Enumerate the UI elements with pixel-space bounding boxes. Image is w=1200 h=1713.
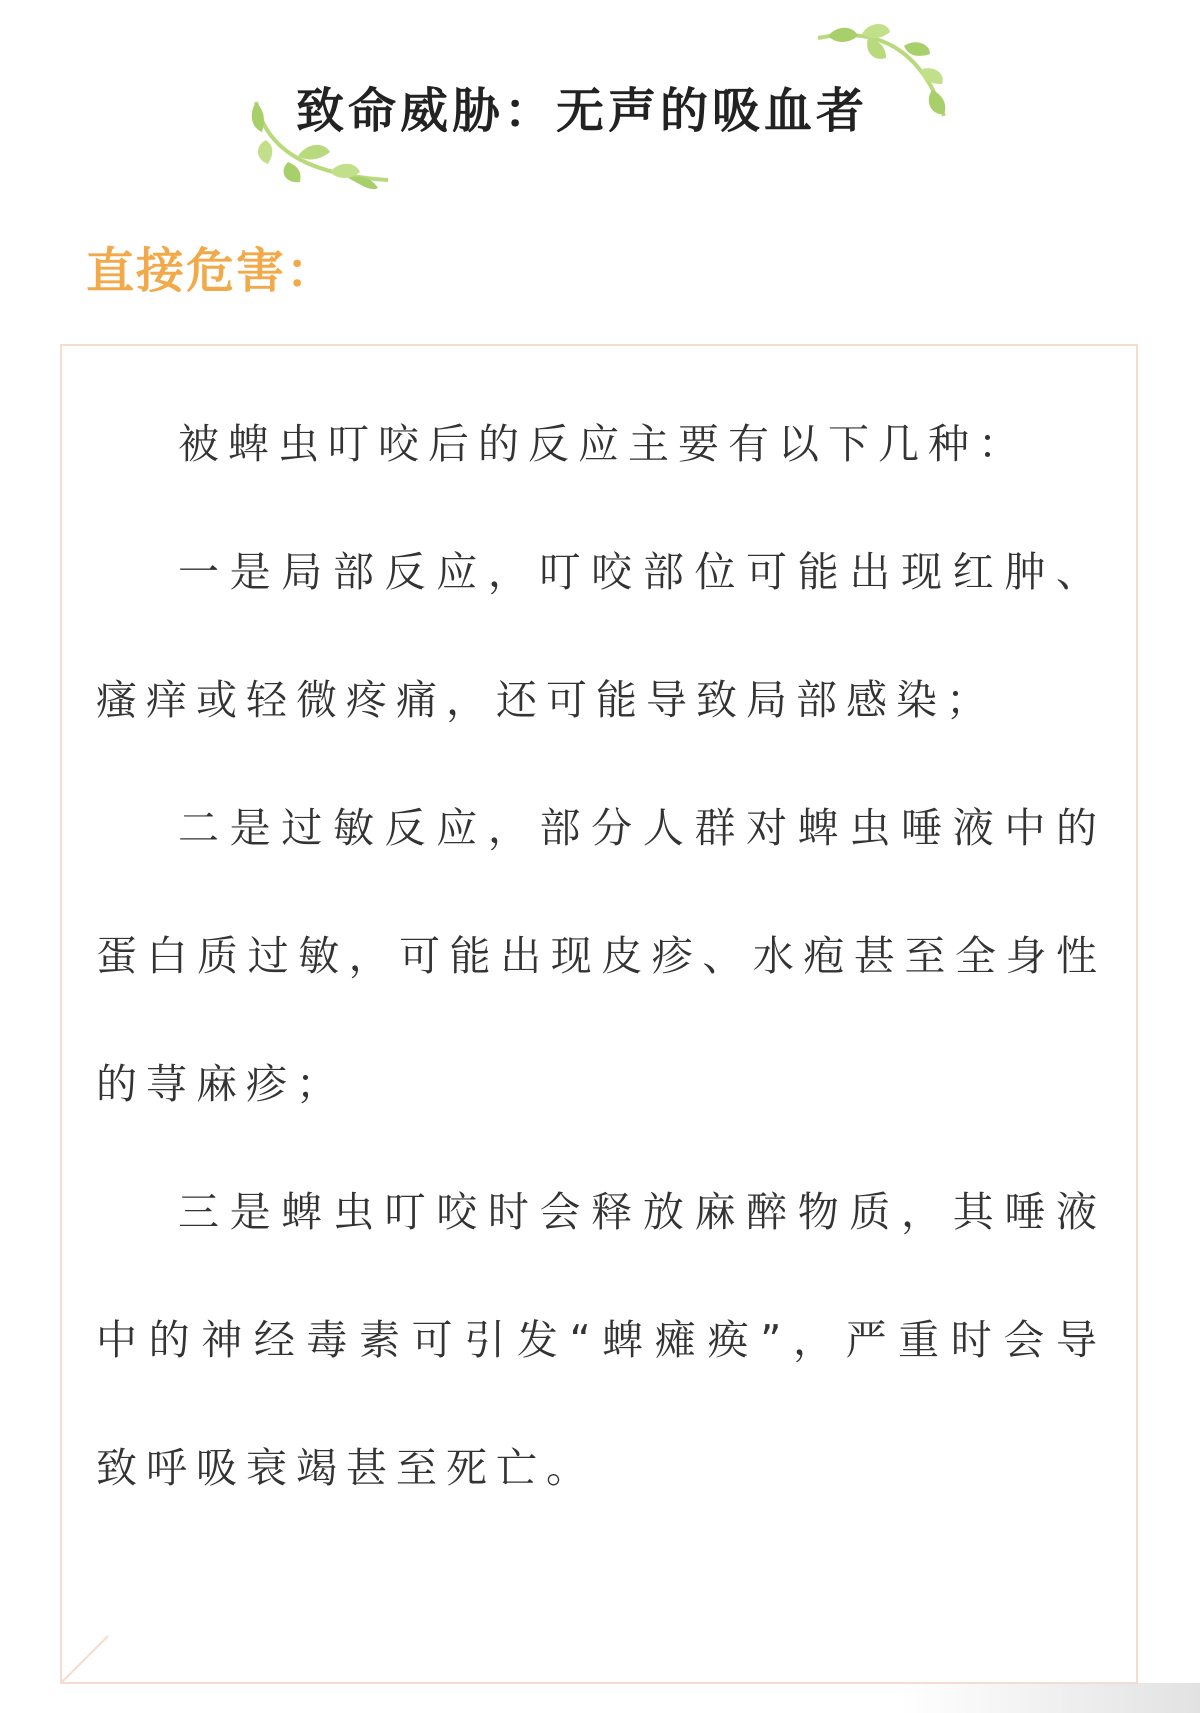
paragraph-list [96, 380, 1106, 1532]
content-box [60, 344, 1138, 1684]
title-banner [0, 60, 1200, 180]
corner-decoration-icon [60, 1634, 110, 1684]
paragraph-intro: 被蜱虫叮咬后的反应主要有以下几种： [178, 420, 1028, 468]
leaf-branch-right-icon [808, 18, 958, 128]
section-heading: 直接危害： [86, 243, 337, 299]
paragraph-local-reaction: 一是局部反应，叮咬部位可能出现红肿、瘙痒或轻微疼痛，还可能导致局部感染； [96, 548, 1106, 724]
paragraph-allergic-reaction: 二是过敏反应，部分人群对蜱虫唾液中的蛋白质过敏，可能出现皮疹、水疱甚至全身性的荨麻疹； [96, 804, 1106, 1108]
page-title: 致命威胁：无声的吸血者 [296, 83, 869, 139]
bottom-fade-bar [900, 1683, 1200, 1713]
paragraph-tick-paralysis: 三是蜱虫叮咬时会释放麻醉物质，其唾液中的神经毒素可引发“蜱瘫痪”，严重时会导致呼吸衰竭甚至死亡。 [96, 1188, 1106, 1492]
